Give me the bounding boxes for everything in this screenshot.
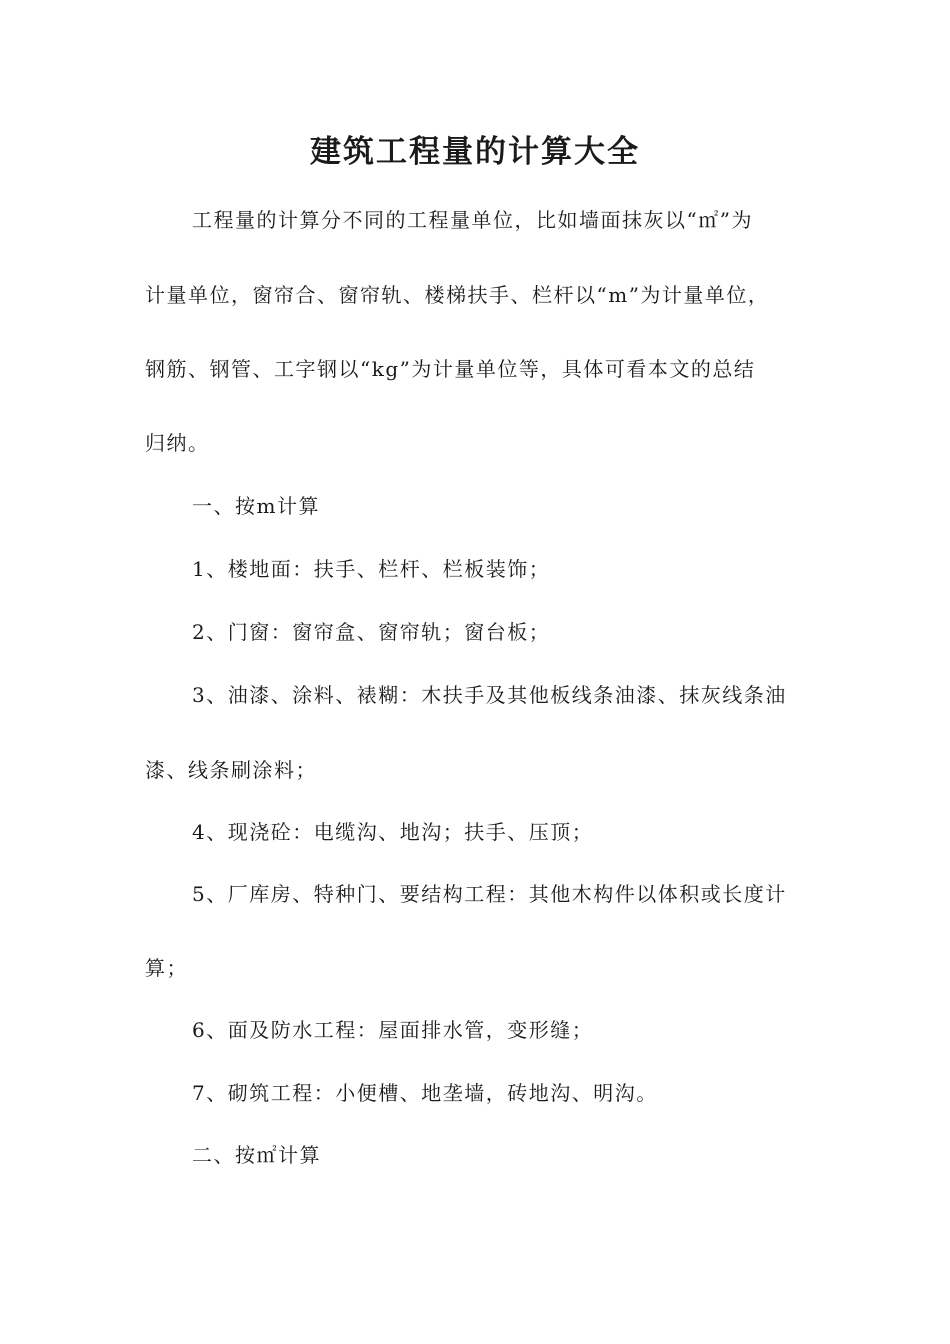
list-item: 1、楼地面：扶手、栏杆、栏板装饰； xyxy=(192,557,551,581)
list-item: 6、面及防水工程：屋面排水管，变形缝； xyxy=(192,1018,594,1042)
paragraph-line: 工程量的计算分不同的工程量单位，比如墙面抹灰以“㎡”为 xyxy=(192,208,753,232)
list-item: 7、砌筑工程：小便槽、地垄墙，砖地沟、明沟。 xyxy=(192,1081,658,1105)
document-title: 建筑工程量的计算大全 xyxy=(310,134,640,170)
list-item: 3、油漆、涂料、裱糊：木扶手及其他板线条油漆、抹灰线条油 xyxy=(192,683,787,707)
paragraph-line: 归纳。 xyxy=(145,431,210,455)
list-item-continuation: 算； xyxy=(145,956,188,980)
paragraph-line: 计量单位，窗帘合、窗帘轨、楼梯扶手、栏杆以“m”为计量单位， xyxy=(145,283,770,307)
list-item: 4、现浇砼：电缆沟、地沟；扶手、压顶； xyxy=(192,820,594,844)
list-item: 2、门窗：窗帘盒、窗帘轨；窗台板； xyxy=(192,620,551,644)
paragraph-line: 钢筋、钢管、工字钢以“kg”为计量单位等，具体可看本文的总结 xyxy=(145,357,756,381)
list-item-continuation: 漆、线条刷涂料； xyxy=(145,758,317,782)
list-item: 5、厂库房、特种门、要结构工程：其他木构件以体积或长度计 xyxy=(192,882,787,906)
section-heading: 一、按m计算 xyxy=(192,494,320,518)
section-heading: 二、按㎡计算 xyxy=(192,1143,321,1167)
